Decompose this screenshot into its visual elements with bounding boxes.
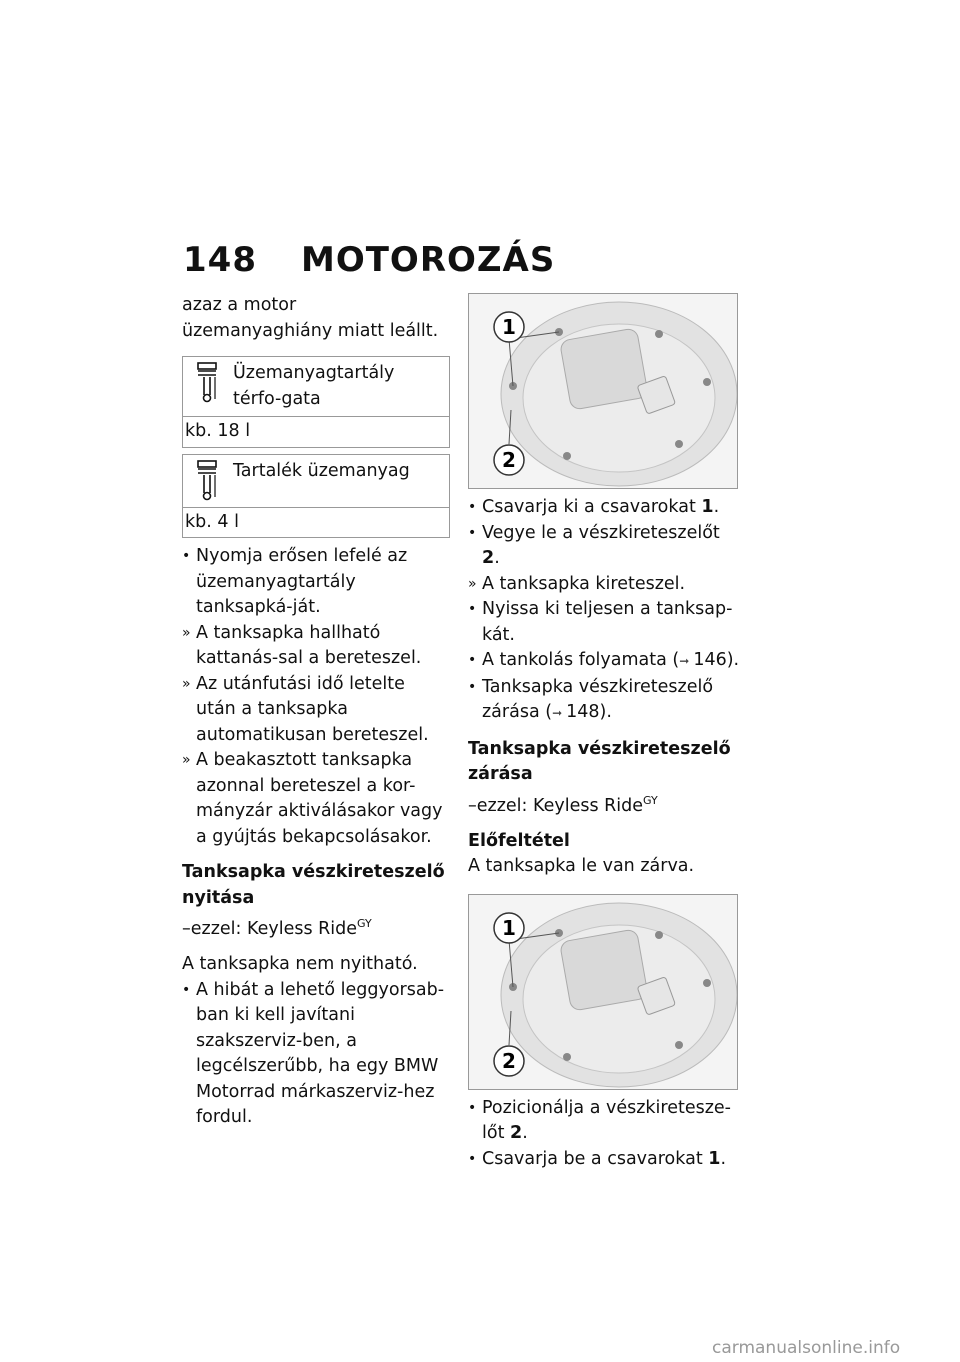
page-ref-arrow-icon: ➞ (552, 706, 563, 720)
list-item: • Vegye le a vészkireteszelőt 2. (468, 522, 720, 568)
callout-2: 2 (502, 448, 516, 472)
spec-label: Tartalék üzemanyag (233, 460, 410, 481)
list-item: • Csavarja be a csavarokat 1. (468, 1148, 727, 1169)
spec-value: kb. 4 l (185, 511, 239, 532)
problem-text: A tanksapka nem nyitható. (182, 954, 418, 975)
prerequisite-text: A tanksapka le van zárva. (468, 856, 695, 877)
watermark: carmanualsonline.info (712, 1338, 901, 1358)
fuel-pump-icon (195, 459, 221, 503)
page-ref-arrow-icon: ➞ (679, 654, 690, 668)
spec-tank-capacity (182, 356, 450, 448)
fuel-pump-icon (195, 361, 221, 405)
spec-label: Üzemanyagtartály térfo-gata (233, 363, 395, 409)
section-title: MOTOROZÁS (300, 240, 556, 280)
cross-reference[interactable]: • A tankolás folyamata (➞ 146). (468, 650, 740, 670)
spec-reserve-fuel (182, 454, 450, 539)
list-item: • A hibát a lehető leggyorsab-ban ki kell javítani szakszerviz-ben, a legcélszerűbb, ha egy BMW Motorrad márkaszerviz-hez fordul. (182, 979, 445, 1128)
callout-1: 1 (502, 915, 516, 940)
section-heading: Tanksapka vészkireteszelő zárása (468, 738, 731, 784)
section-heading: Tanksapka vészkireteszelő nyitása (182, 862, 445, 908)
left-column (182, 293, 450, 1131)
list-item: • Csavarja ki a csavarokat 1. (468, 497, 720, 517)
list-item: • Nyissa ki teljesen a tanksap-kát. (468, 599, 733, 645)
page-header (183, 240, 555, 280)
list-item: • Nyomja erősen lefelé az üzemanyagtartály tanksapká-ját. (182, 546, 408, 617)
list-item: » A beakasztott tanksapka azonnal bereteszel a kor-mányzár aktiválásakor vagy a gyújtás bekapcsolásakor. (182, 750, 443, 847)
callout-2: 2 (502, 1048, 516, 1073)
right-column (468, 293, 740, 1172)
list-item: » A tanksapka hallható kattanás-sal a bereteszel. (182, 622, 422, 668)
callout-1: 1 (502, 315, 516, 339)
prerequisite-heading: Előfeltétel (468, 830, 570, 851)
page-number: 148 (183, 240, 257, 280)
spec-value: kb. 18 l (185, 421, 251, 441)
fuel-cap-illustration (468, 894, 738, 1090)
fuel-cap-illustration (468, 293, 738, 489)
list-item: » A tanksapka kireteszel. (468, 573, 686, 594)
cross-reference[interactable]: • Tanksapka vészkireteszelő zárása (➞ 148). (468, 676, 714, 722)
list-item: • Pozicionálja a vészkiretesze-lőt 2. (468, 1097, 731, 1144)
variant-note: –ezzel: Keyless Ride$^{GY}$ (182, 917, 372, 939)
list-item: » Az utánfutási idő letelte után a tanksapka automatikusan bereteszel. (182, 673, 429, 745)
intro-text: azaz a motor üzemanyaghiány miatt leállt. (182, 295, 439, 341)
variant-note: –ezzel: Keyless Ride$^{GY}$ (468, 793, 658, 816)
